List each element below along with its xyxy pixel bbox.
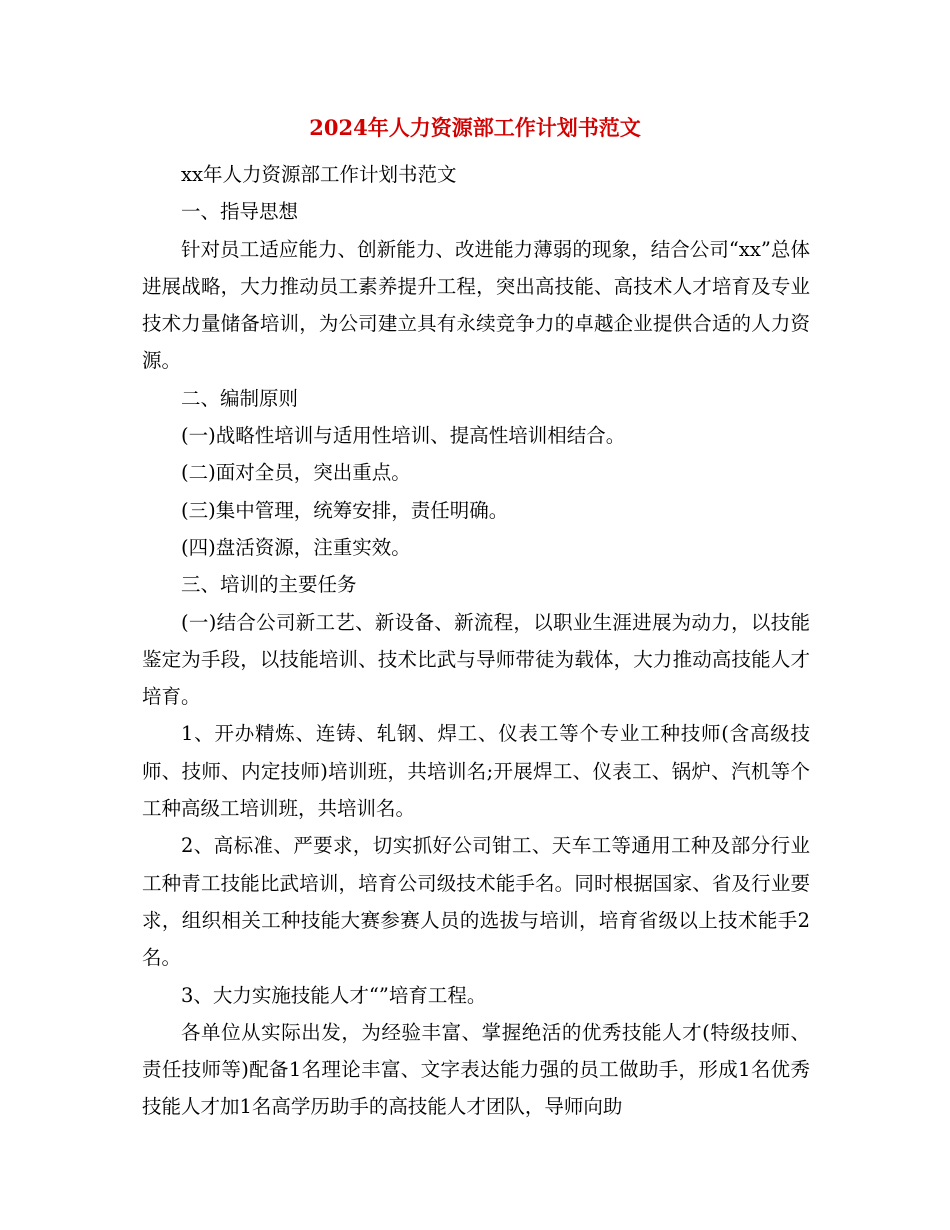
heading-principles: 二、编制原则 <box>181 386 299 410</box>
principle-item-3: (三)集中管理，统筹安排，责任明确。 <box>181 498 509 522</box>
task-item-1: 1、开办精炼、连铸、轧钢、焊工、仪表工等个专业工种技师(含高级技师、技师、内定技师)培训班，共培训名;开展焊工、仪表工、锅炉、汽机等个工种高级工培训班，共培训名。 <box>142 722 810 821</box>
heading-main-tasks: 三、培训的主要任务 <box>181 573 357 597</box>
task-paragraph-1: (一)结合公司新工艺、新设备、新流程，以职业生涯进展为动力，以技能鉴定为手段，以技能培训、技术比武与导师带徒为载体，大力推动高技能人才培育。 <box>142 610 810 709</box>
task-item-2: 2、高标准、严要求，切实抓好公司钳工、天车工等通用工种及部分行业工种青工技能比武培训，培育公司级技术能手名。同时根据国家、省及行业要求，组织相关工种技能大赛参赛人员的选拔与培训，培育省级以上技术能手2名。 <box>142 834 810 970</box>
paragraph-subtitle: xx年人力资源部工作计划书范文 <box>181 163 457 186</box>
task-item-3: 3、大力实施技能人才“”培育工程。 <box>181 983 487 1007</box>
principle-item-2: (二)面对全员，突出重点。 <box>181 461 411 485</box>
paragraph-guiding-ideology: 针对员工适应能力、创新能力、改进能力薄弱的现象，结合公司“xx”总体进展战略，大力推动员工素养提升工程，突出高技能、高技术人才培育及专业技术力量储备培训，为公司建立具有永续竞争力的卓越企业提供合适的人力资源。 <box>142 237 810 373</box>
principle-item-1: (一)战略性培训与适用性培训、提高性培训相结合。 <box>181 424 626 448</box>
paragraph-mentor-team: 各单位从实际出发，为经验丰富、掌握绝活的优秀技能人才(特级技师、责任技师等)配备1名理论丰富、文字表达能力强的员工做助手，形成1名优秀技能人才加1名高学历助手的高技能人才团队，导师向助 <box>142 1020 810 1119</box>
principle-item-4: (四)盘活资源，注重实效。 <box>181 535 411 559</box>
heading-guiding-ideology: 一、指导思想 <box>181 200 299 224</box>
document-body <box>142 156 810 1126</box>
document-title: 2024年人力资源部工作计划书范文 <box>309 115 641 140</box>
